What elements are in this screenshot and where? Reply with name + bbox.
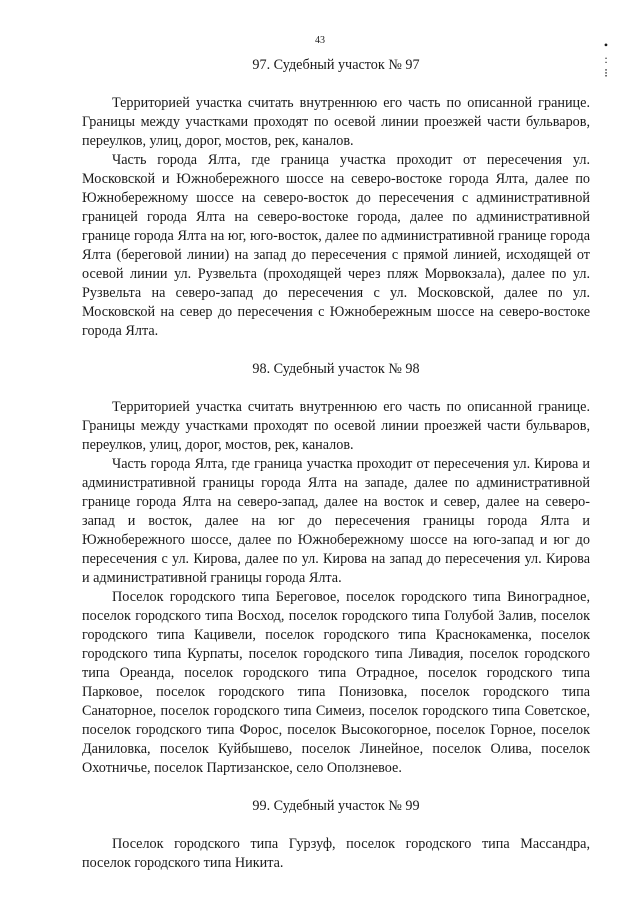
paragraph: Территорией участка считать внутреннюю его часть по описанной границе. Границы между участками проходят по осевой линии проезжей части бульваров, переулков, улиц, дорог, мостов, рек, каналов.	[82, 399, 590, 453]
margin-mark: :	[604, 52, 608, 66]
document-body	[82, 56, 590, 873]
paragraph: Территорией участка считать внутреннюю его часть по описанной границе. Границы между участками проходят по осевой линии проезжей части бульваров, переулков, улиц, дорог, мостов, рек, каналов.	[82, 95, 590, 149]
paragraph: Часть города Ялта, где граница участка проходит от пересечения ул. Московской и Южнобережного шоссе на северо-востоке города Ялта, далее по Южнобережному шоссе на северо-восток до пересечения с административной границей города Ялта на северо-востоке города, далее по административной границе города Ялта на юг, юго-восток, далее по административной границе города Ялта (береговой линии) на запад до пересечения с прямой линией, исходящей от осевой линии ул. Рузвельта (проходящей через пляж Морвокзала), далее по ул. Рузвельта на северо-запад до пересечения с ул. Московской, далее по ул. Московской на север до пересечения с Южнобережным шоссе на северо-востоке города Ялта.	[82, 152, 590, 339]
page-number: 43	[315, 35, 325, 46]
paragraph: Часть города Ялта, где граница участка проходит от пересечения ул. Кирова и административной границы города Ялта на западе, далее по административной границе города Ялта на северо-запад, далее на восток и север, далее на северо-запад и восток, далее на юг до пересечения границы города Ялта и Южнобережного шоссе, далее по Южнобережному шоссе на юго-запад и юг до пересечения с ул. Кирова, далее по ул. Кирова на запад до пересечения ул. Кирова и административной границы города Ялта.	[82, 456, 590, 586]
margin-mark: ⁝	[604, 66, 608, 80]
margin-marks	[600, 38, 612, 80]
section-title: 99. Судебный участок № 99	[252, 798, 420, 814]
section-title: 97. Судебный участок № 97	[252, 57, 420, 73]
paragraph: Поселок городского типа Береговое, поселок городского типа Виноградное, поселок городского типа Восход, поселок городского типа Голубой Залив, поселок городского типа Кацивели, поселок городского типа Краснокаменка, поселок городского типа Курпаты, поселок городского типа Ливадия, поселок городского типа Ореанда, поселок городского типа Отрадное, поселок городского типа Парковое, поселок городского типа Понизовка, поселок городского типа Санаторное, поселок городского типа Симеиз, поселок городского типа Советское, поселок городского типа Форос, поселок Высокогорное, поселок Горное, поселок Даниловка, поселок Куйбышево, поселок Линейное, поселок Олива, поселок Охотничье, поселок Партизанское, село Оползневое.	[82, 589, 590, 776]
paragraph: Поселок городского типа Гурзуф, поселок городского типа Массандра, поселок городского типа Никита.	[82, 836, 590, 871]
margin-mark: •	[603, 38, 609, 52]
section-title: 98. Судебный участок № 98	[252, 361, 420, 377]
